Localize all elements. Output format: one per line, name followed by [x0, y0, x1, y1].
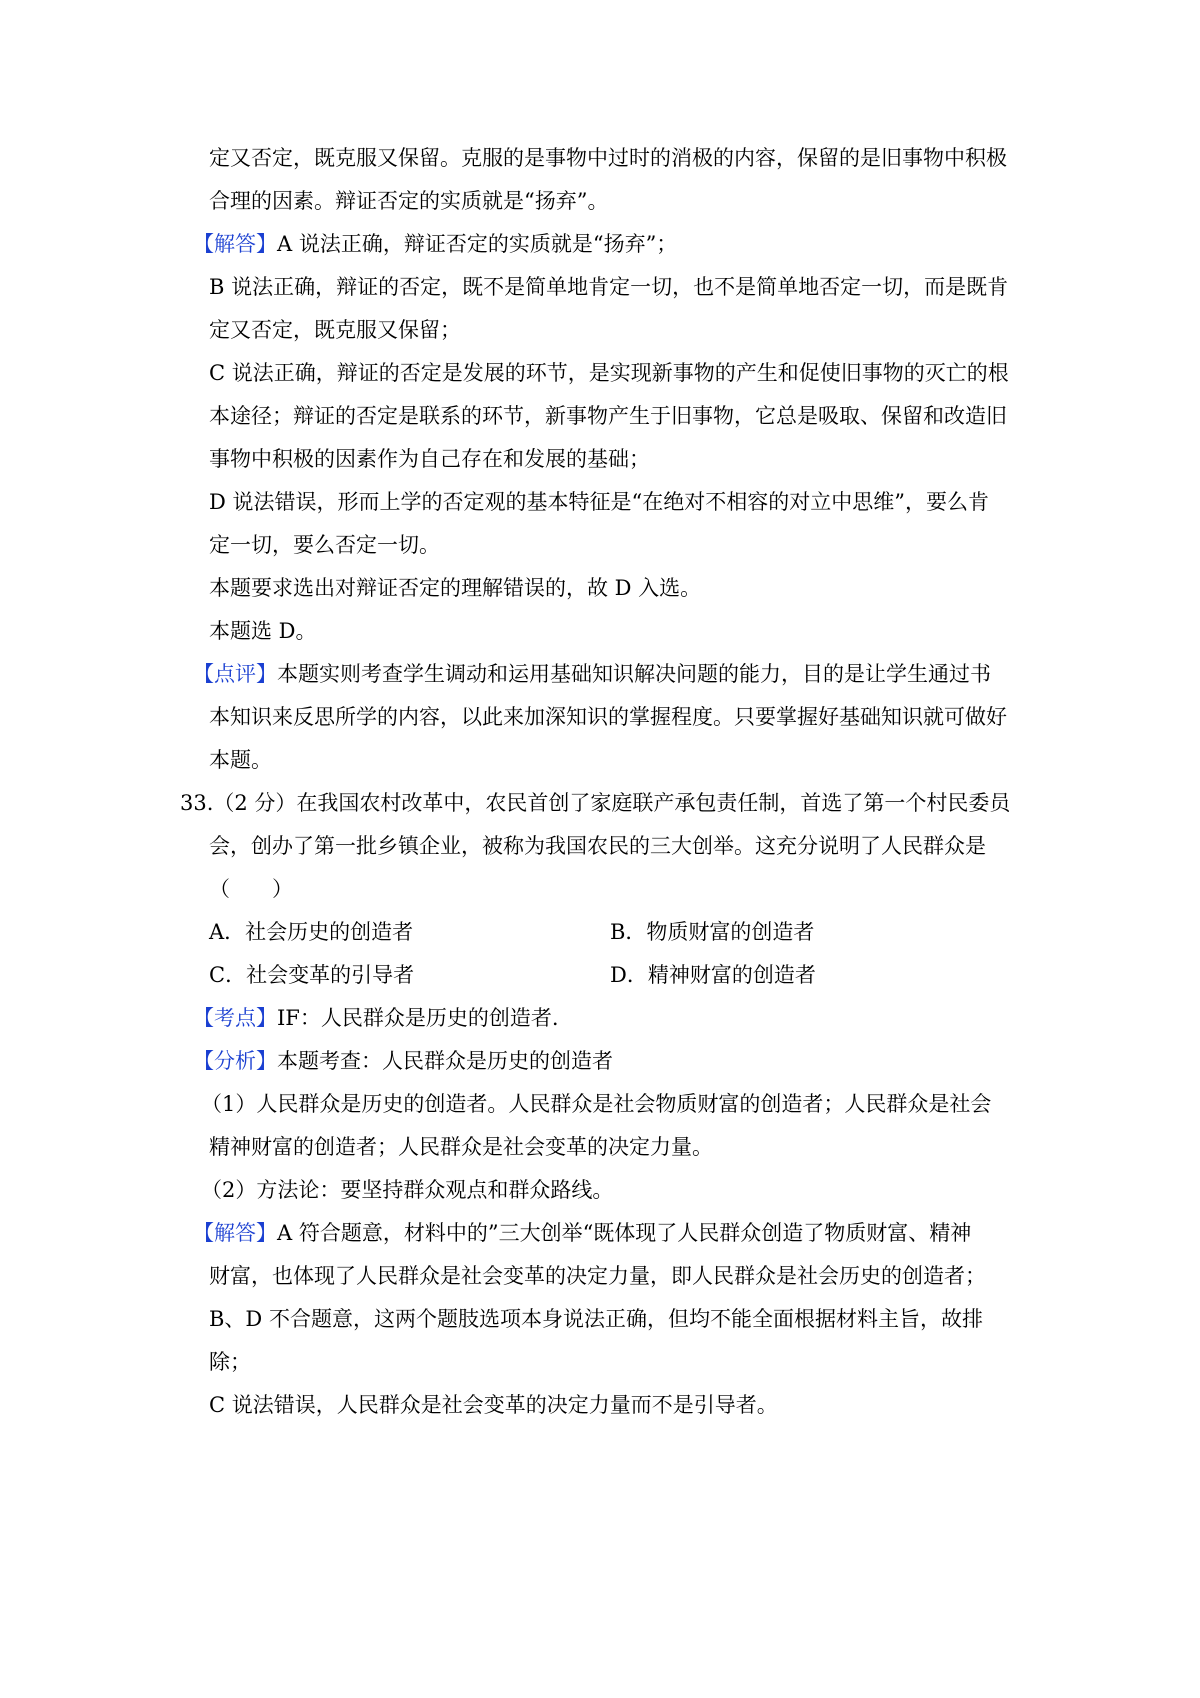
- option-d: D．精神财富的创造者: [610, 963, 816, 987]
- fenxi-line: [193, 1046, 613, 1076]
- text-line: 财富，也体现了人民群众是社会变革的决定力量，即人民群众是社会历史的创造者；: [209, 1264, 986, 1288]
- fenxi-tag: 【分析】: [193, 1049, 277, 1073]
- option-a: A．社会历史的创造者: [209, 920, 414, 944]
- text-line: B 说法正确，辩证的否定，既不是简单地肯定一切，也不是简单地否定一切，而是既肯: [209, 275, 1009, 299]
- text-line: C 说法错误，人民群众是社会变革的决定力量而不是引导者。: [209, 1393, 778, 1417]
- text-line: 事物中积极的因素作为自己存在和发展的基础；: [209, 447, 650, 471]
- option-b: B．物质财富的创造者: [610, 920, 815, 944]
- text-line: 本途径；辩证的否定是联系的环节，新事物产生于旧事物，它总是吸取、保留和改造旧: [209, 404, 1007, 428]
- kaodian-tag: 【考点】: [193, 1006, 277, 1030]
- comment-tag: 【点评】: [193, 662, 277, 686]
- fenxi-text: 本题考查：人民群众是历史的创造者: [277, 1049, 613, 1073]
- text-line: 合理的因素。辩证否定的实质就是“扬弃”。: [209, 189, 609, 213]
- text-line: 定又否定，既克服又保留。克服的是事物中过时的消极的内容，保留的是旧事物中积极: [209, 146, 1007, 170]
- comment-line: [193, 659, 991, 689]
- kaodian-text: IF：人民群众是历史的创造者.: [277, 1006, 559, 1030]
- text-line: 定又否定，既克服又保留；: [209, 318, 461, 342]
- text-line: 本题。: [209, 748, 272, 772]
- jieda-tag: 【解答】: [193, 1221, 277, 1245]
- text-line: C 说法正确，辩证的否定是发展的环节，是实现新事物的产生和促使旧事物的灭亡的根: [209, 361, 1009, 385]
- text-line: 除；: [209, 1350, 251, 1374]
- text-line: （1）人民群众是历史的创造者。人民群众是社会物质财富的创造者；人民群众是社会: [201, 1092, 992, 1116]
- kaodian-line: [193, 1003, 559, 1033]
- answer-text: A 说法正确，辩证否定的实质就是“扬弃”；: [277, 232, 678, 256]
- comment-text: 本题实则考查学生调动和运用基础知识解决问题的能力，目的是让学生通过书: [277, 662, 991, 686]
- question-33-stem: 33.（2 分）在我国农村改革中，农民首创了家庭联产承包责任制，首选了第一个村民委员: [180, 791, 1011, 815]
- text-line: 定一切，要么否定一切。: [209, 533, 440, 557]
- answer-tag: 【解答】: [193, 232, 277, 256]
- text-line: （2）方法论：要坚持群众观点和群众路线。: [201, 1178, 614, 1202]
- jieda-line: [193, 1218, 971, 1248]
- text-line: 本知识来反思所学的内容，以此来加深知识的掌握程度。只要掌握好基础知识就可做好: [209, 705, 1007, 729]
- question-33-stem-cont: 会，创办了第一批乡镇企业，被称为我国农民的三大创举。这充分说明了人民群众是: [209, 834, 986, 858]
- text-line: 本题选 D。: [209, 619, 317, 643]
- jieda-text: A 符合题意，材料中的”三大创举“既体现了人民群众创造了物质财富、精神: [277, 1221, 972, 1245]
- text-line: D 说法错误，形而上学的否定观的基本特征是“在绝对不相容的对立中思维”，要么肯: [209, 490, 989, 514]
- answer-line: [193, 229, 677, 259]
- question-33-blank: （ ）: [209, 877, 293, 901]
- option-c: C．社会变革的引导者: [209, 963, 415, 987]
- text-line: 本题要求选出对辩证否定的理解错误的，故 D 入选。: [209, 576, 702, 600]
- text-line: 精神财富的创造者；人民群众是社会变革的决定力量。: [209, 1135, 713, 1159]
- text-line: B、D 不合题意，这两个题肢选项本身说法正确，但均不能全面根据材料主旨，故排: [209, 1307, 983, 1331]
